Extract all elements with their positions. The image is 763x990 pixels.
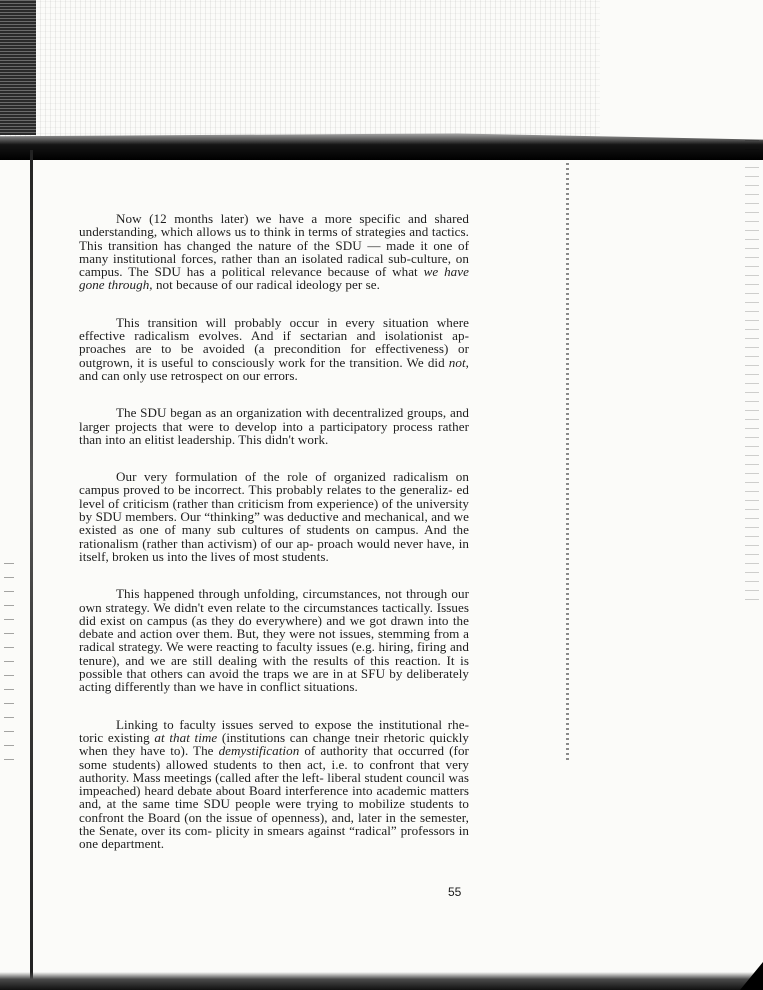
scan-artifact-left-specks: [4, 560, 14, 760]
text-line: understanding, which allows us to think in terms of strategies and: [79, 224, 429, 240]
text-line: of openness), and, later in the semester, the Senate, over its com-: [79, 809, 469, 838]
text-line: rather than into an elitist leadership. This didn't work.: [79, 418, 469, 447]
text-line: Issues did exist on campus (as they do everywhere) and we got: [79, 599, 469, 628]
text-line: (institutions can change tneir rhetoric: [217, 729, 425, 745]
paragraph-2: [79, 316, 469, 382]
text-line: confront that very authority. Mass meetings (called after the left-: [79, 756, 469, 785]
text-line: plicity in smears against “radical” professors in one department.: [79, 822, 469, 852]
paragraph-5: [79, 587, 469, 693]
text-line: of authority that: [299, 743, 393, 759]
scan-artifact-right-dots: [745, 140, 759, 600]
text-line: in conflict situations.: [246, 679, 358, 695]
text-line: outgrown, it is useful to consciously work for the transition. We: [79, 354, 424, 370]
text-line: campus proved to be incorrect. This probably relates to the generaliz-: [79, 482, 453, 498]
text-line: were trying to mobilize students to confront the Board (on the issue: [79, 796, 470, 825]
document-body: [79, 212, 469, 851]
text-line: per se.: [345, 277, 380, 293]
text-line: ed level of criticism (rather than criticism from experience) of the: [79, 482, 470, 511]
italic-phrase: not,: [448, 354, 469, 370]
text-line: the results of this reaction. It is possible that others can avoid the: [79, 652, 470, 682]
paragraph-3: [79, 406, 469, 446]
text-line: This transition will probably occur in every situation where: [116, 314, 469, 330]
text-line: liberal student council was impeached) heard debate about Board: [79, 769, 470, 799]
paragraph-1: [79, 212, 469, 292]
text-line: university by SDU members. Our “thinking” was deductive and: [79, 495, 470, 525]
scan-artifact-top: [0, 0, 600, 140]
text-line: it one of many institutional forces, rather than an isolated radical: [79, 237, 470, 266]
text-line: mechanical, and we existed as one of many sub cultures of students: [79, 509, 469, 538]
text-line: issues (e.g. hiring, firing and tenure), and we are still dealing with: [79, 639, 469, 668]
text-line: toric existing: [79, 729, 155, 745]
text-line: and can only use retrospect on our errors.: [79, 367, 298, 383]
text-line: of what: [375, 264, 424, 280]
text-line: Now (12 months later) we have a more specific and shared: [116, 211, 469, 226]
text-line: not because of our radical ideology: [152, 277, 343, 293]
text-line: issues, stemming from a radical strategy. We were reacting to faculty: [79, 626, 469, 655]
text-line: The SDU began as an organization with decentralized groups,: [116, 405, 447, 421]
text-line: traps we are in at SFU by deliberately acting differently than we have: [79, 666, 469, 695]
text-line: drawn into the debate and action over them. But, they were not: [79, 612, 469, 642]
text-line: proach would never have, in itself, broken us into the lives of most: [79, 535, 469, 564]
text-line: our own strategy. We didn't even relate to the circumstances tactically.: [79, 586, 469, 615]
text-line: interference into academic matters and, at the same time SDU people: [79, 783, 470, 812]
paragraph-6: [79, 718, 469, 851]
text-line: and larger projects that were to develop into a participatory process: [79, 405, 470, 434]
paragraph-4: [79, 470, 469, 563]
scan-artifact-right-edge: [566, 160, 569, 760]
text-line: quickly when they have to). The: [79, 729, 469, 759]
text-line: tactics. This transition has changed the nature of the SDU — made: [79, 224, 469, 253]
page-number: 55: [448, 885, 462, 899]
text-line: Linking to faculty issues served to expose the institutional rhe-: [116, 716, 469, 732]
text-line: sub-culture, on campus. The SDU has a political relevance because: [79, 250, 470, 280]
text-line: on campus. And the rationalism (rather than activism) of our ap-: [79, 522, 469, 551]
text-line: students.: [282, 548, 329, 564]
scan-shadow-bottom: [0, 972, 763, 990]
text-line: occurred (for some students) allowed students to then act, i.e. to: [79, 743, 469, 772]
italic-phrase: demystification: [218, 743, 300, 759]
text-line: effective radicalism evolves. And if sectarian and isolationist ap-: [79, 328, 469, 344]
text-line: proaches are to be avoided (a precondition for effectiveness) or: [79, 341, 469, 357]
scan-artifact-left-block: [0, 0, 36, 135]
italic-phrase: we have gone through,: [79, 264, 470, 293]
text-line: did: [427, 354, 449, 370]
text-line: Our very formulation of the role of organized radicalism on: [116, 469, 469, 485]
page-fold-line: [30, 150, 33, 980]
text-line: This happened through unfolding, circumstances, not through: [116, 586, 448, 602]
italic-phrase: at that time: [154, 729, 218, 745]
